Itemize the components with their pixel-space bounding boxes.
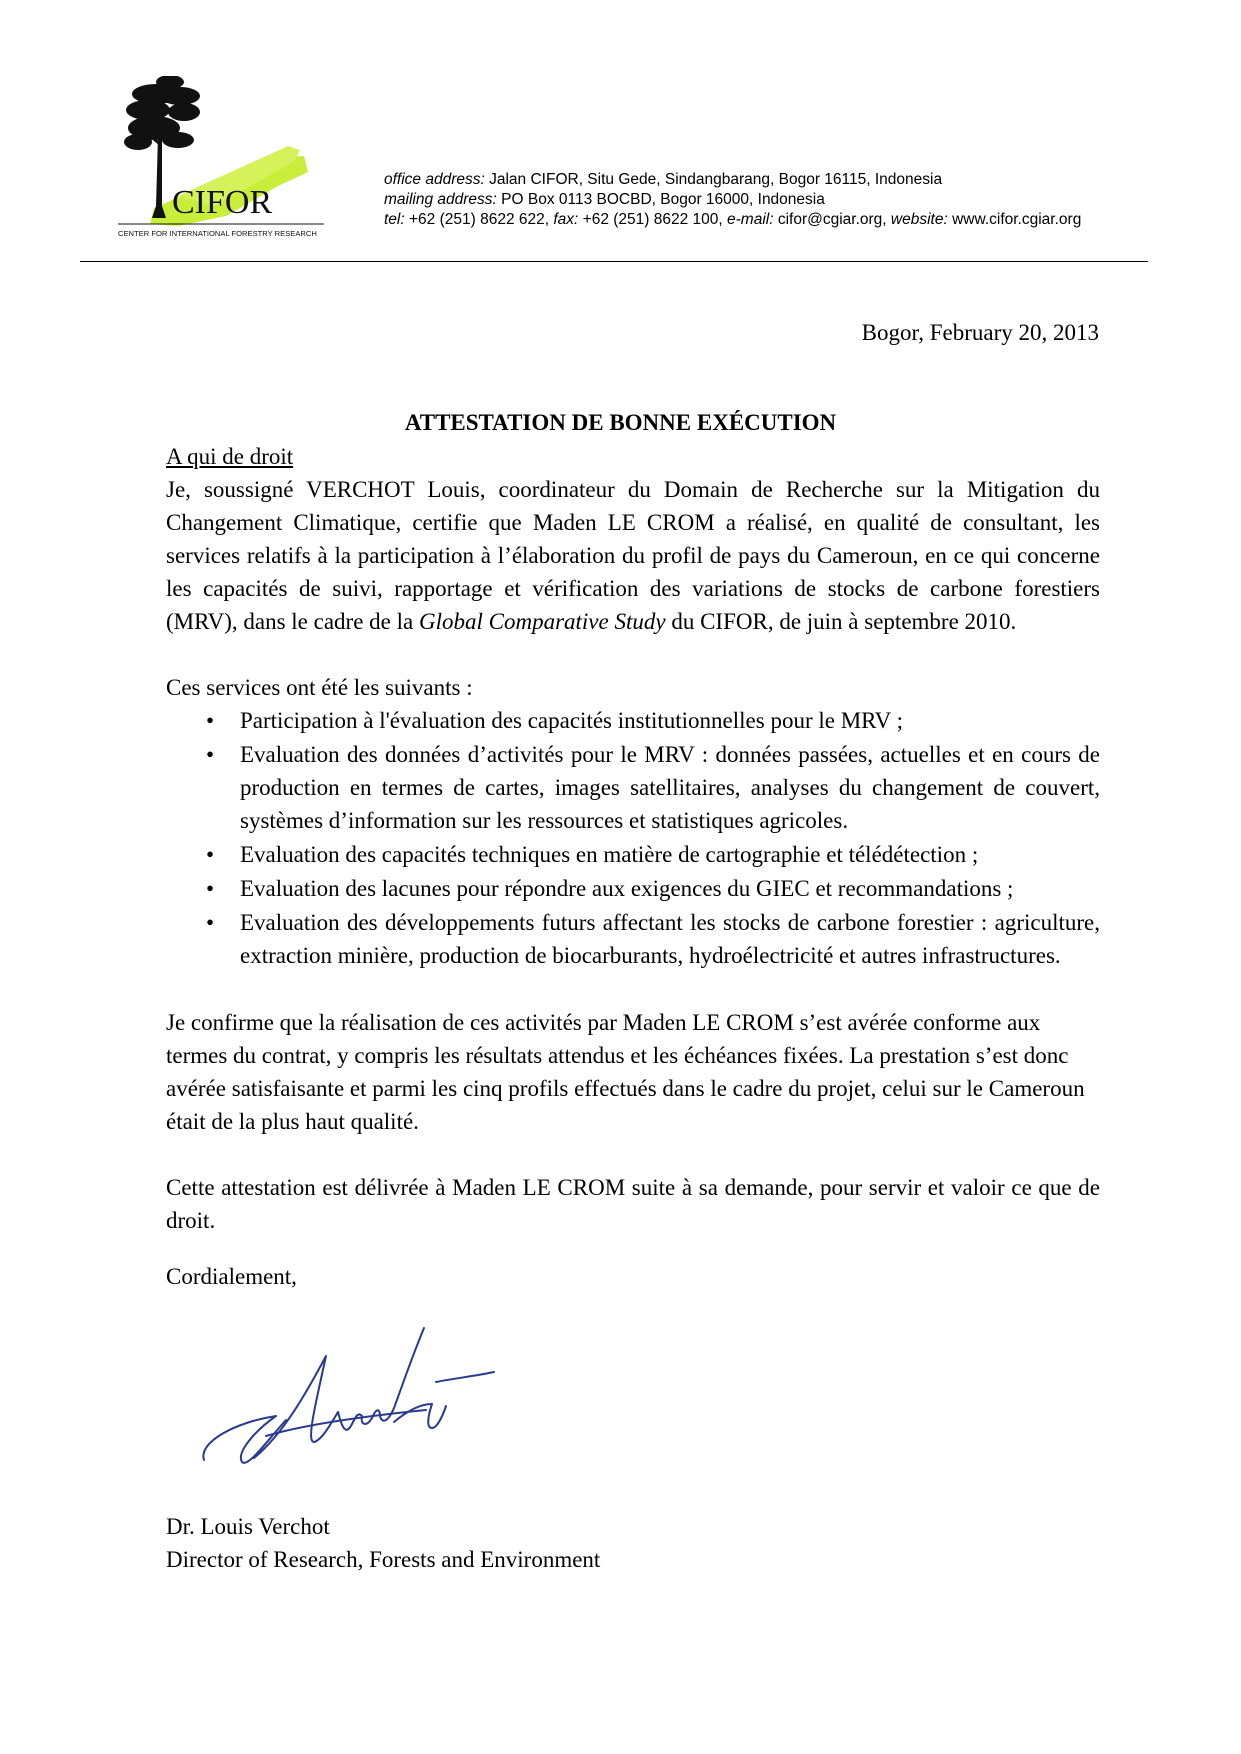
contact-line [384, 210, 1081, 230]
cifor-logo [118, 76, 324, 252]
signer-block [166, 1510, 600, 1576]
list-item [166, 872, 1100, 905]
header-divider [80, 261, 1148, 262]
bullet-icon: • [206, 910, 215, 935]
bullet-icon: • [206, 742, 215, 767]
bullet-icon: • [206, 708, 215, 733]
tel-value: +62 (251) 8622 622, [404, 211, 554, 228]
website-value: www.cifor.cgiar.org [947, 211, 1082, 228]
service-text: Evaluation des capacités techniques en matière de cartographie et télédétection ; [240, 842, 979, 867]
letter-date: Bogor, February 20, 2013 [861, 320, 1099, 345]
signature-image [196, 1312, 496, 1472]
document-title: ATTESTATION DE BONNE EXÉCUTION [404, 410, 837, 435]
tel-label: tel: [384, 211, 405, 228]
service-text: Evaluation des développements futurs affectant les stocks de carbone forestier : agriculture, extraction minière, production de biocarburants, hydroélectricité et autres infrastructures. [240, 910, 1100, 968]
service-text: Participation à l'évaluation des capacités institutionnelles pour le MRV ; [240, 708, 903, 733]
logo-wordmark: CIFOR [172, 184, 273, 221]
service-text: Evaluation des lacunes pour répondre aux exigences du GIEC et recommandations ; [240, 876, 1014, 901]
office-address-value: Jalan CIFOR, Situ Gede, Sindangbarang, Bogor 16115, Indonesia [484, 171, 943, 188]
list-item [166, 738, 1100, 837]
study-name: Global Comparative Study [418, 609, 666, 634]
intro-text: Je, soussigné VERCHOT Louis, coordinateur du Domain de Recherche sur la Mitigation du Changement Climatique, certifie que Maden LE CROM a réalisé, en qualité de consultant, les services relatifs à la participation à l’élaboration du profil de pays du Cameroun, en ce qui concerne les capacités de suivi, rapportage et vérification des variations de stocks de carbone forestiers (MRV), dans le cadre de la [166, 477, 1100, 634]
attestation-paragraph: Cette attestation est délivrée à Maden LE CROM suite à sa demande, pour servir et valoir ce que de droit. [166, 1175, 1100, 1233]
fax-label: fax: [553, 211, 579, 228]
fax-value: +62 (251) 8622 100, [578, 211, 728, 228]
confirmation-paragraph: Je confirme que la réalisation de ces activités par Maden LE CROM s’est avérée conforme aux termes du contrat, y compris les résultats attendus et les échéances fixées. La prestation s’est donc avérée satisfaisante et parmi les cinq profils effectués dans le cadre du projet, celui sur le Cameroun était de la plus haut qualité. [166, 1010, 1085, 1134]
signer-name: Dr. Louis Verchot [166, 1514, 330, 1539]
services-intro: Ces services ont été les suivants : [166, 675, 473, 700]
bullet-icon: • [206, 876, 215, 901]
email-value: cifor@cgiar.org, [773, 211, 891, 228]
services-list [166, 704, 1100, 972]
salutation: A qui de droit [166, 444, 294, 469]
letter-body [166, 440, 1100, 1237]
office-address-label: office address: [384, 171, 485, 188]
list-item [166, 704, 1100, 737]
list-item [166, 838, 1100, 871]
service-text: Evaluation des données d’activités pour le MRV : données passées, actuelles et en cours de production en termes de cartes, images satellitaires, analyses du changement de couvert, systèmes d’information sur les ressources et statistiques agricoles. [240, 742, 1100, 833]
intro-paragraph [166, 473, 1100, 638]
signer-title: Director of Research, Forests and Environment [166, 1547, 601, 1572]
mailing-address-label: mailing address: [384, 191, 497, 208]
mailing-address-line [384, 190, 1081, 210]
handwritten-signature-icon [196, 1312, 496, 1472]
tree-logo-icon [118, 76, 324, 252]
bullet-icon: • [206, 842, 215, 867]
mailing-address-value: PO Box 0113 BOCBD, Bogor 16000, Indonesia [496, 191, 825, 208]
email-label: e-mail: [727, 211, 774, 228]
list-item [166, 906, 1100, 972]
intro-text-end: du CIFOR, de juin à septembre 2010. [665, 609, 1017, 634]
closing: Cordialement, [166, 1264, 297, 1289]
contact-block [384, 170, 1081, 230]
logo-subtitle: CENTER FOR INTERNATIONAL FORESTRY RESEARCH [118, 229, 317, 238]
office-address-line [384, 170, 1081, 190]
website-label: website: [890, 211, 948, 228]
